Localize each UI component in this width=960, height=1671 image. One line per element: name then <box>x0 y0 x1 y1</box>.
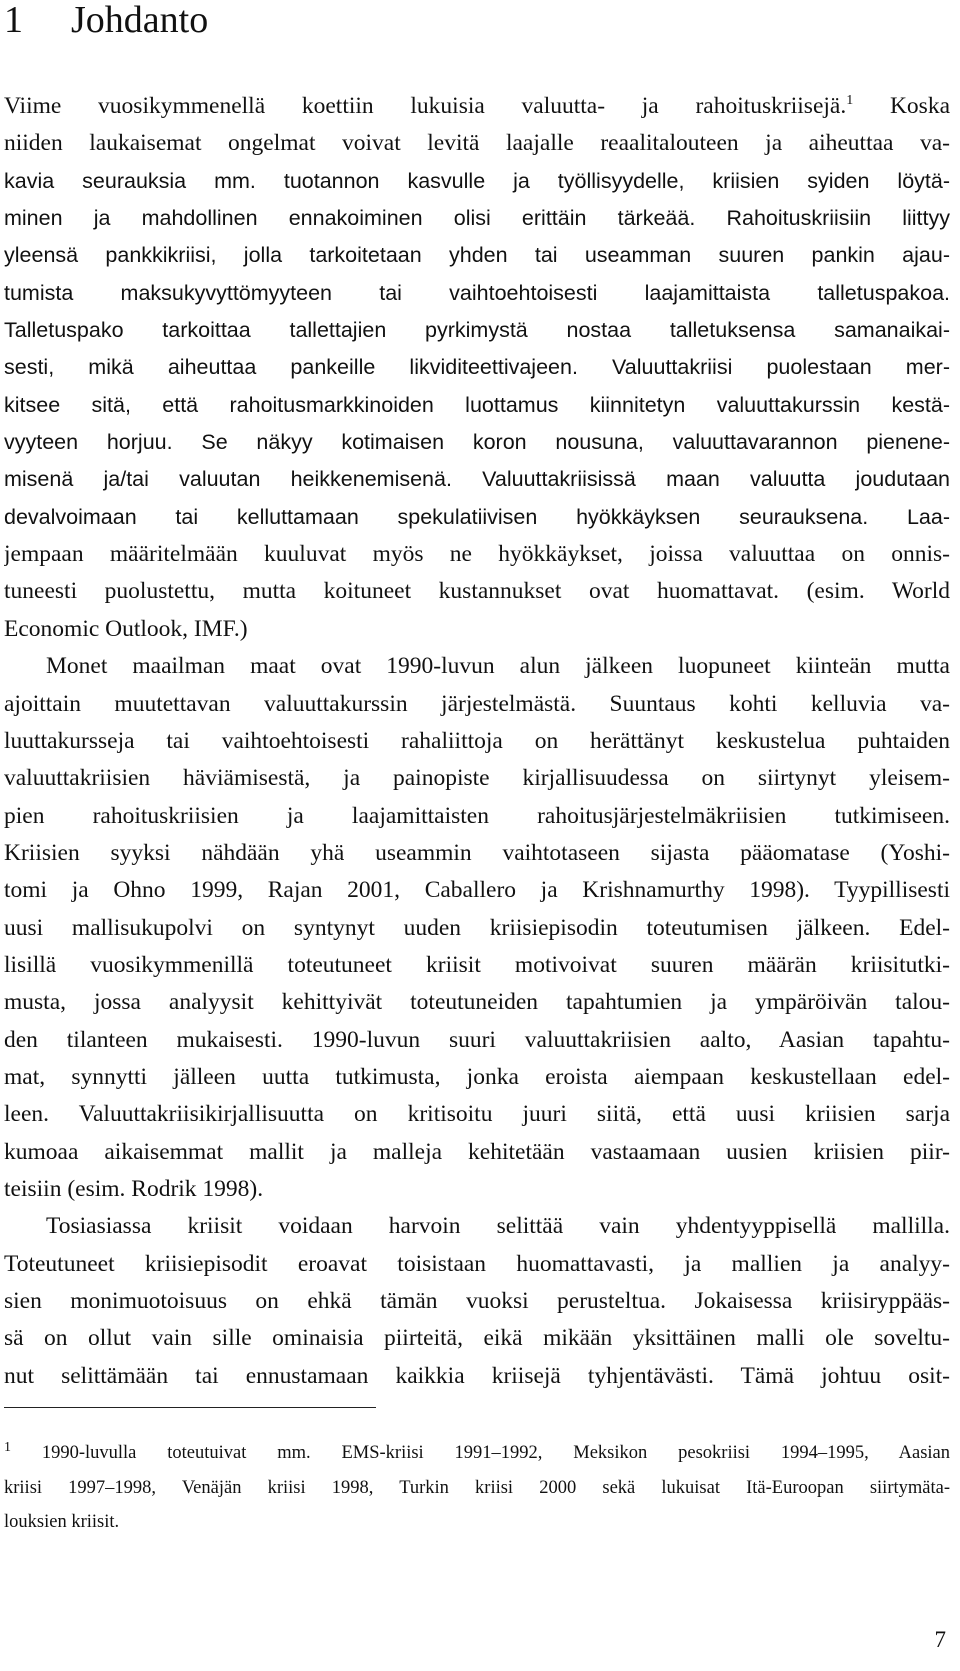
text-line: jempaan määritelmään kuuluvat myös ne hyökkäykset, joissa valuuttaa on onnis- <box>4 541 950 568</box>
text-line: lisillä vuosikymmenillä toteutuneet kriisit motivoivat suuren määrän kriisitutki- <box>4 951 950 978</box>
text-line: ajoittain muutettavan valuuttakurssin järjestelmästä. Suuntaus kohti kelluvia va- <box>4 690 950 717</box>
text-line: Toteutuneet kriisiepisodit eroavat toisistaan huomattavasti, ja mallien ja analyy- <box>4 1250 950 1277</box>
chapter-heading <box>4 0 208 40</box>
footnote-line: kriisi 1997–1998, Venäjän kriisi 1998, Turkin kriisi 2000 sekä lukuisat Itä-Euroopan siirtymäta- <box>4 1477 950 1498</box>
chapter-number: 1 <box>4 0 23 41</box>
text-line: musta, jossa analyysit kehittyivät toteutuneiden tapahtumien ja ympäröivän talou- <box>4 989 950 1016</box>
text-line: kitsee sitä, että rahoitusmarkkinoiden luottamus kiinnitetyn valuuttakurssin kestä- <box>4 392 950 417</box>
text-line: misenä ja/tai valuutan heikkenemisenä. Valuuttakriisissä maan valuutta joudutaan <box>4 467 950 492</box>
text-line: Tosiasiassa kriisit voidaan harvoin selittää vain yhdentyyppisellä mallilla. <box>46 1213 950 1240</box>
text-line: tumista maksukyvyttömyyteen tai vaihtoehtoisesti laajamittaista talletuspakoa. <box>4 280 950 305</box>
text-line: den tilanteen mukaisesti. 1990-luvun suuri valuuttakriisien aalto, Aasian tapahtu- <box>4 1026 950 1053</box>
footnote-line: louksien kriisit. <box>4 1512 120 1532</box>
text-line: yleensä pankkikriisi, jolla tarkoitetaan yhden tai useamman suuren pankin ajau- <box>4 243 950 268</box>
text-line: Monet maailman maat ovat 1990-luvun alun jälkeen luopuneet kiinteän mutta <box>46 653 950 680</box>
text-line: Kriisien syyksi nähdään yhä useammin vaihtotaseen sijasta pääomatase (Yoshi- <box>4 839 950 866</box>
text-line: uusi mallisukupolvi on syntynyt uuden kriisiepisodin toteutumisen jälkeen. Edel- <box>4 914 950 941</box>
text-line: leen. Valuuttakriisikirjallisuutta on kritisoitu juuri siitä, että uusi kriisien sarja <box>4 1101 950 1128</box>
footnote-marker: 1 <box>4 1439 11 1455</box>
text-line: devalvoimaan tai kelluttamaan spekulatiivisen hyökkäyksen seurauksena. Laa- <box>4 504 950 529</box>
text-line: teisiin (esim. Rodrik 1998). <box>4 1175 264 1202</box>
text-line: sä on ollut vain sille ominaisia piirteitä, eikä mikään yksittäinen malli ole soveltu- <box>4 1325 950 1352</box>
text-line: tomi ja Ohno 1999, Rajan 2001, Caballero ja Krishnamurthy 1998). Tyypillisesti <box>4 877 950 904</box>
text-line: niiden laukaisemat ongelmat voivat levitä laajalle reaalitalouteen ja aiheuttaa va- <box>4 130 950 157</box>
footnote-separator <box>4 1407 376 1408</box>
text-line: Economic Outlook, IMF.) <box>4 615 248 642</box>
text-line: mat, synnytti jälleen uutta tutkimusta, jonka eroista aiempaan keskustellaan edel- <box>4 1063 950 1090</box>
footnote-line: $^1$ 1990-luvulla toteutuivat mm. EMS-kriisi 1991–1992, Meksikon pesokriisi 1994–1995, Aasian <box>4 1439 950 1463</box>
text-line: minen ja mahdollinen ennakoiminen olisi erittäin tärkeää. Rahoituskriisiin liittyy <box>4 206 950 231</box>
footnote-reference[interactable]: 1 <box>846 93 854 109</box>
text-line: tuneesti puolustettu, mutta koituneet kustannukset ovat huomattavat. (esim. World <box>4 578 950 605</box>
footnote <box>4 1436 950 1540</box>
page-number: 7 <box>934 1627 946 1652</box>
chapter-title: Johdanto <box>71 0 209 41</box>
text-line: kavia seurauksia mm. tuotannon kasvulle ja työllisyydelle, kriisien syiden löytä- <box>4 168 950 193</box>
text-line: nut selittämään tai ennustamaan kaikkia kriisejä tyhjentävästi. Tämä johtuu osit- <box>4 1362 950 1389</box>
text-line: sien monimuotoisuus on ehkä tämän vuoksi perusteltua. Jokaisessa kriisiryppääs- <box>4 1288 950 1314</box>
text-line: sesti, mikä aiheuttaa pankeille likviditeettivajeen. Valuuttakriisi puolestaan mer- <box>4 355 950 380</box>
text-line: pien rahoituskriisien ja laajamittaisten rahoitusjärjestelmäkriisien tutkimiseen. <box>4 802 950 829</box>
body-text <box>4 88 950 1395</box>
text-line: kumoaa aikaisemmat mallit ja malleja kehitetään vastaamaan uusien kriisien piir- <box>4 1138 950 1165</box>
text-line: vyyteen horjuu. Se näkyy kotimaisen koron nousuna, valuuttavarannon pienene- <box>4 430 950 455</box>
text-line: luuttakursseja tai vaihtoehtoisesti rahaliittoja on herättänyt keskustelua puhtaiden <box>4 727 950 754</box>
text-line: valuuttakriisien häviämisestä, ja painopiste kirjallisuudessa on siirtynyt yleisem- <box>4 765 950 792</box>
text-line: Talletuspako tarkoittaa tallettajien pyrkimystä nostaa talletuksensa samanaikai- <box>4 318 950 343</box>
text-line: Viime vuosikymmenellä koettiin lukuisia valuutta- ja rahoituskriisejä.$^1$ Koska <box>4 93 950 119</box>
